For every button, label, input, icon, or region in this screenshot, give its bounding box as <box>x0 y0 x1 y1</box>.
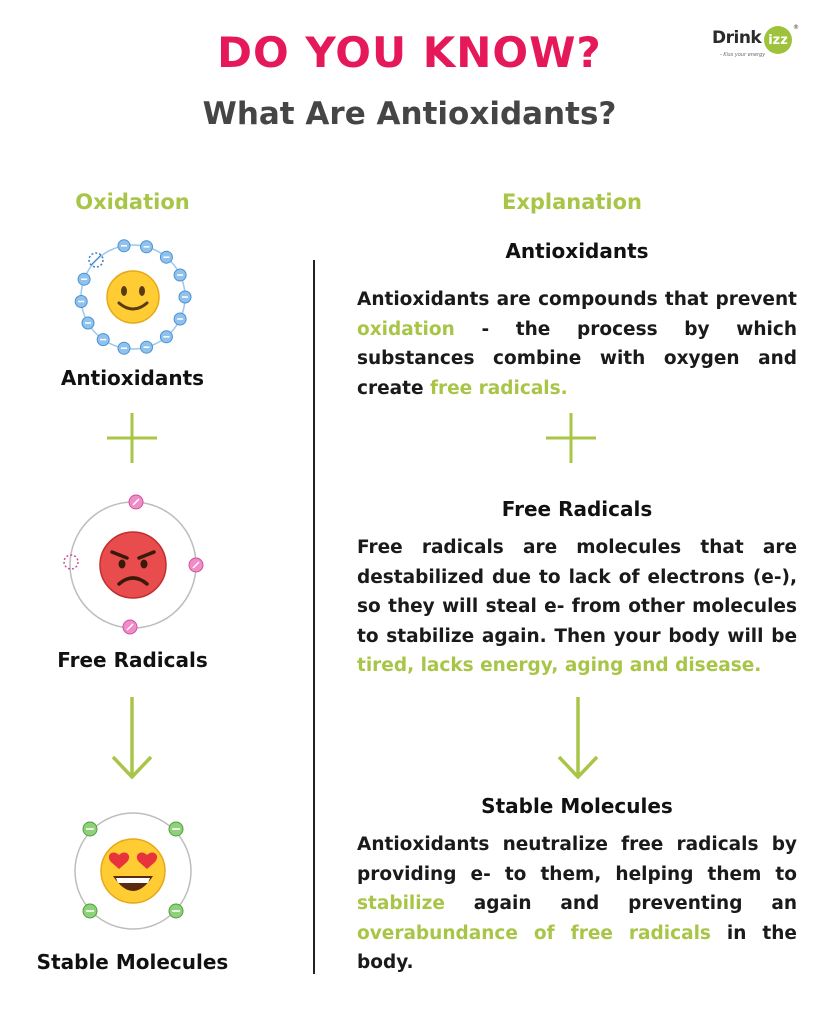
page-title: DO YOU KNOW? <box>217 28 602 77</box>
highlight-text: overabundance of free radicals <box>357 922 711 944</box>
antioxidant-atom-icon <box>72 236 194 358</box>
stable-molecule-atom-icon <box>72 810 194 932</box>
paragraph-text: Antioxidants are compounds that prevent <box>357 289 797 310</box>
paragraph-text: again and preventing an <box>444 893 797 914</box>
logo-text: Drink <box>712 28 762 48</box>
arrow-down-icon <box>110 697 154 783</box>
logo-badge: izz <box>764 26 792 54</box>
section-text-free-radicals <box>357 533 797 681</box>
free-radicals-label: Free Radicals <box>57 648 208 672</box>
registered-mark-icon: ® <box>793 24 799 31</box>
column-divider <box>313 260 315 974</box>
paragraph-text: Free radicals are molecules that are destabilized due to lack of electrons (e-), so they will steal e- from other molecules to stabilize again. Then your body will be <box>357 537 797 647</box>
highlight-text: stabilize <box>357 893 445 914</box>
highlight-text: free radicals. <box>429 377 568 399</box>
free-radical-atom-icon <box>62 494 204 636</box>
section-text-stable-molecules <box>357 830 797 978</box>
section-title-stable-molecules: Stable Molecules <box>481 794 673 818</box>
brand-logo <box>712 26 804 66</box>
section-title-free-radicals: Free Radicals <box>501 497 653 521</box>
paragraph-text: Antioxidants neutralize free radicals by providing e- to them, helping them to <box>357 834 797 885</box>
logo-tagline: - Kiss your energy <box>720 52 766 58</box>
arrow-down-icon <box>556 697 600 783</box>
paragraph-text: - the process by which substances combine with oxygen and create <box>357 318 797 399</box>
plus-icon <box>544 411 598 465</box>
left-column-heading: Oxidation <box>75 190 190 214</box>
highlight-text: tired, lacks energy, aging and disease. <box>357 655 762 676</box>
highlight-text: oxidation <box>357 318 455 340</box>
paragraph-text: in the body. <box>357 922 797 973</box>
page-subtitle: What Are Antioxidants? <box>202 96 617 132</box>
antioxidants-label: Antioxidants <box>60 366 205 390</box>
stable-molecules-label: Stable Molecules <box>36 950 229 974</box>
right-column-heading: Explanation <box>501 190 643 214</box>
section-text-antioxidants <box>357 285 797 403</box>
section-title-antioxidants: Antioxidants <box>505 239 649 263</box>
plus-icon <box>105 411 159 465</box>
